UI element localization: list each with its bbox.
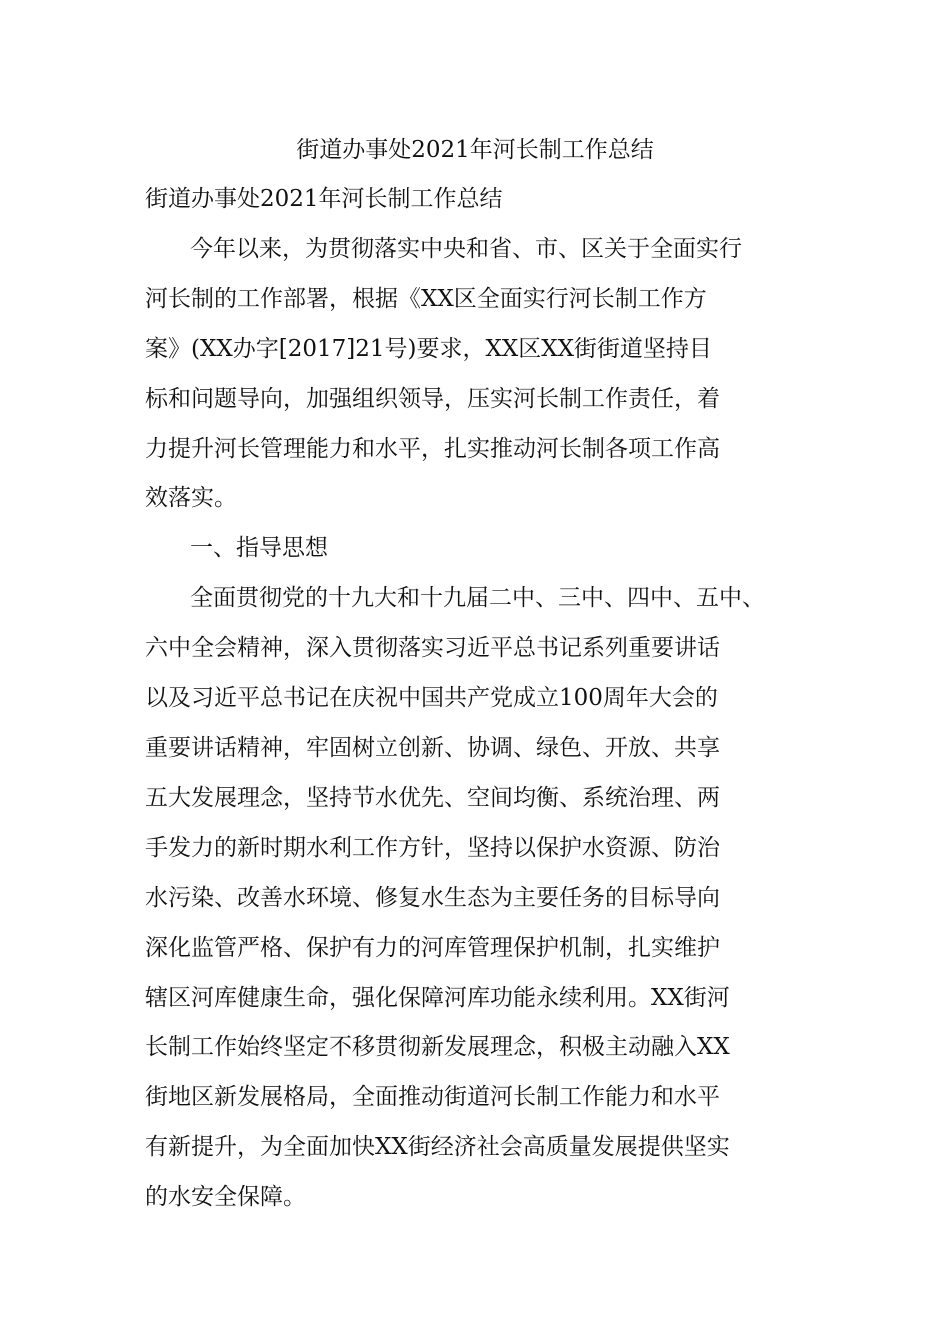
document-title: 街道办事处2021年河长制工作总结 bbox=[296, 137, 654, 163]
paragraph-line: 手发力的新时期水利工作方针，坚持以保护水资源、防治 bbox=[145, 835, 720, 861]
paragraph-line: 力提升河长管理能力和水平，扎实推动河长制各项工作高 bbox=[145, 436, 720, 462]
paragraph-line: 有新提升，为全面加快XX街经济社会高质量发展提供坚实 bbox=[145, 1134, 730, 1160]
paragraph-line: 标和问题导向，加强组织领导，压实河长制工作责任，着 bbox=[145, 386, 720, 412]
paragraph-line: 五大发展理念，坚持节水优先、空间均衡、系统治理、两 bbox=[145, 785, 720, 811]
paragraph-line: 辖区河库健康生命，强化保障河库功能永续利用。XX街河 bbox=[145, 985, 730, 1011]
section-heading-guiding-ideology: 一、指导思想 bbox=[190, 535, 328, 561]
paragraph-line: 水污染、改善水环境、修复水生态为主要任务的目标导向 bbox=[145, 885, 720, 911]
paragraph-line: 长制工作始终坚定不移贯彻新发展理念，积极主动融入XX bbox=[145, 1034, 730, 1060]
paragraph-line: 六中全会精神，深入贯彻落实习近平总书记系列重要讲话 bbox=[145, 635, 720, 661]
paragraph-line: 今年以来，为贯彻落实中央和省、市、区关于全面实行 bbox=[190, 236, 742, 262]
document-subtitle: 街道办事处2021年河长制工作总结 bbox=[145, 186, 503, 212]
paragraph-line: 以及习近平总书记在庆祝中国共产党成立100周年大会的 bbox=[145, 685, 718, 711]
paragraph-line: 效落实。 bbox=[145, 485, 237, 511]
paragraph-line: 案》(XX办字[2017]21号)要求，XX区XX街街道坚持目 bbox=[145, 336, 712, 362]
paragraph-line: 全面贯彻党的十九大和十九届二中、三中、四中、五中、 bbox=[190, 585, 765, 611]
paragraph-line: 重要讲话精神，牢固树立创新、协调、绿色、开放、共享 bbox=[145, 735, 720, 761]
paragraph-line: 深化监管严格、保护有力的河库管理保护机制，扎实维护 bbox=[145, 935, 720, 961]
paragraph-line: 的水安全保障。 bbox=[145, 1184, 306, 1210]
paragraph-line: 河长制的工作部署，根据《XX区全面实行河长制工作方 bbox=[145, 286, 707, 312]
paragraph-line: 街地区新发展格局，全面推动街道河长制工作能力和水平 bbox=[145, 1084, 720, 1110]
